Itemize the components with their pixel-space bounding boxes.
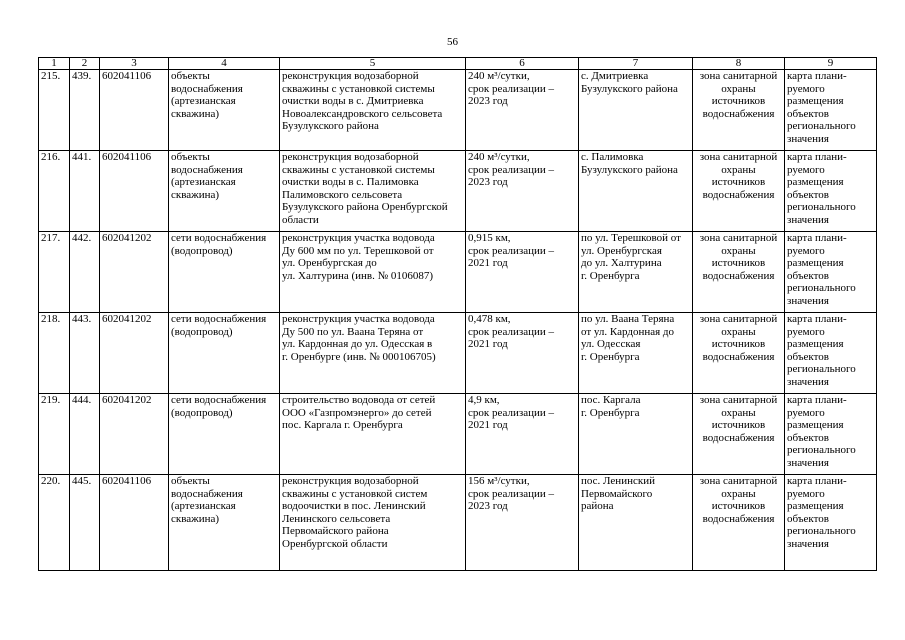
zone-cell [693, 70, 785, 151]
cell-line: размещения [787, 338, 844, 350]
row-index-cell: 215. [39, 70, 70, 151]
cell-line: области [282, 213, 319, 226]
parameters-cell [466, 313, 579, 394]
cell-line: района [581, 500, 614, 512]
cell-line: охраны [721, 325, 756, 338]
cell-line: пос. Ленинский [581, 475, 655, 487]
cell-line: реконструкция водозаборной [282, 70, 419, 82]
object-type-cell [169, 313, 280, 394]
cell-line: пос. Каргала [581, 394, 641, 406]
cell-line: сети водоснабжения [171, 394, 267, 406]
cell-line: реконструкция водозаборной [282, 475, 419, 487]
cell-line: водоочистки в пос. Ленинский [282, 500, 426, 512]
row-index-cell: 220. [39, 475, 70, 571]
cell-line: скважина) [171, 512, 220, 525]
cell-line: значения [787, 132, 829, 145]
object-code-cell: 602041106 [100, 151, 169, 232]
cell-line: ул. Халтурина (инв. № 0106087) [282, 269, 434, 282]
cell-line: срок реализации – [468, 406, 554, 419]
map-reference-cell [785, 70, 877, 151]
location-cell [579, 313, 693, 394]
cell-line: водоснабжения [702, 188, 775, 201]
object-code-cell: 602041106 [100, 475, 169, 571]
object-code-cell: 602041106 [100, 70, 169, 151]
object-code-cell: 602041202 [100, 313, 169, 394]
zone-cell [693, 232, 785, 313]
table-row [39, 313, 877, 394]
cell-line: (артезианская [171, 95, 236, 107]
table-row [39, 475, 877, 571]
cell-line: охраны [721, 487, 756, 500]
cell-line: руемого [787, 163, 825, 176]
cell-line: скважины с установкой системы [282, 163, 435, 176]
cell-line: (водопровод) [171, 406, 233, 419]
column-header: 9 [785, 58, 877, 70]
cell-line: регионального [787, 282, 856, 294]
cell-line: срок реализации – [468, 487, 554, 500]
cell-line: очистки воды в с. Палимовка [282, 176, 419, 188]
cell-line: Первомайского района [282, 525, 389, 537]
object-description-cell [280, 151, 466, 232]
cell-line: размещения [787, 419, 844, 431]
cell-line: значения [787, 213, 829, 226]
cell-line: размещения [787, 95, 844, 107]
cell-line: 2023 год [468, 95, 508, 107]
cell-line: 240 м³/сутки, [468, 151, 530, 163]
location-cell [579, 232, 693, 313]
cell-line: 2021 год [468, 257, 508, 269]
cell-line: зона санитарной [699, 70, 778, 82]
column-header: 4 [169, 58, 280, 70]
row-index-cell: 219. [39, 394, 70, 475]
column-header: 3 [100, 58, 169, 70]
cell-line: скважина) [171, 188, 220, 201]
cell-line: объекты [171, 151, 210, 163]
cell-line: скважина) [171, 107, 220, 120]
cell-line: (артезианская [171, 500, 236, 512]
header-row [39, 58, 877, 70]
location-cell [579, 394, 693, 475]
cell-line: реконструкция участка водовода [282, 313, 435, 325]
cell-line: (водопровод) [171, 325, 233, 338]
cell-line: 4,9 км, [468, 394, 500, 406]
cell-line: 2023 год [468, 500, 508, 512]
cell-line: очистки воды в с. Дмитриевка [282, 95, 424, 107]
parameters-cell [466, 70, 579, 151]
object-type-cell [169, 70, 280, 151]
parameters-cell [466, 475, 579, 571]
cell-line: с. Палимовка [581, 151, 644, 163]
cell-line: г. Оренбурга [581, 350, 640, 363]
cell-line: Бузулукского района [581, 82, 678, 95]
map-reference-cell [785, 394, 877, 475]
cell-line: источников [711, 257, 766, 269]
cell-line: регионального [787, 444, 856, 456]
cell-line: объекты [171, 475, 210, 487]
cell-line: регионального [787, 201, 856, 213]
location-cell [579, 475, 693, 571]
cell-line: срок реализации – [468, 325, 554, 338]
object-type-cell [169, 151, 280, 232]
object-type-cell [169, 232, 280, 313]
zone-cell [693, 475, 785, 571]
column-header: 2 [70, 58, 100, 70]
cell-line: зона санитарной [699, 313, 778, 325]
table-row [39, 394, 877, 475]
cell-line: срок реализации – [468, 82, 554, 95]
cell-line: реконструкция участка водовода [282, 232, 435, 244]
cell-line: объектов [787, 431, 829, 444]
cell-line: регионального [787, 363, 856, 375]
table-row [39, 232, 877, 313]
cell-line: 2021 год [468, 338, 508, 350]
cell-line: водоснабжения [171, 487, 243, 500]
cell-line: карта плани- [787, 232, 847, 244]
cell-line: г. Оренбурга [581, 406, 640, 419]
cell-line: водоснабжения [702, 107, 775, 120]
item-number-cell: 444. [70, 394, 100, 475]
cell-line: от ул. Кардонная до [581, 325, 675, 338]
cell-line: (водопровод) [171, 244, 233, 257]
column-header: 8 [693, 58, 785, 70]
cell-line: размещения [787, 257, 844, 269]
cell-line: источников [711, 95, 766, 107]
zone-cell [693, 394, 785, 475]
cell-line: пос. Каргала г. Оренбурга [282, 419, 403, 431]
cell-line: 2023 год [468, 176, 508, 188]
cell-line: Новоалександровского сельсовета [282, 107, 443, 120]
cell-line: руемого [787, 325, 825, 338]
cell-line: объектов [787, 188, 829, 201]
object-description-cell [280, 394, 466, 475]
object-code-cell: 602041202 [100, 394, 169, 475]
cell-line: объекты [171, 70, 210, 82]
cell-line: 2021 год [468, 419, 508, 431]
cell-line: 0,915 км, [468, 232, 511, 244]
row-index-cell: 216. [39, 151, 70, 232]
object-description-cell [280, 475, 466, 571]
cell-line: источников [711, 500, 766, 512]
item-number-cell: 445. [70, 475, 100, 571]
table-row [39, 70, 877, 151]
object-type-cell [169, 475, 280, 571]
cell-line: Ленинского сельсовета [282, 512, 391, 525]
cell-line: водоснабжения [702, 512, 775, 525]
column-header: 6 [466, 58, 579, 70]
cell-line: карта плани- [787, 151, 847, 163]
cell-line: Первомайского [581, 487, 653, 500]
cell-line: охраны [721, 163, 756, 176]
cell-line: руемого [787, 487, 825, 500]
cell-line: водоснабжения [171, 163, 243, 176]
cell-line: сети водоснабжения [171, 232, 267, 244]
location-cell [579, 70, 693, 151]
cell-line: карта плани- [787, 313, 847, 325]
cell-line: размещения [787, 176, 844, 188]
cell-line: руемого [787, 82, 825, 95]
zone-cell [693, 151, 785, 232]
cell-line: с. Дмитриевка [581, 70, 649, 82]
page-number: 56 [447, 36, 458, 48]
map-reference-cell [785, 475, 877, 571]
cell-line: источников [711, 176, 766, 188]
cell-line: г. Оренбурга [581, 269, 640, 282]
item-number-cell: 442. [70, 232, 100, 313]
zone-cell [693, 313, 785, 394]
cell-line: Бузулукского района [282, 120, 379, 132]
cell-line: ул. Оренбургская [581, 244, 662, 257]
cell-line: 240 м³/сутки, [468, 70, 530, 82]
item-number-cell: 443. [70, 313, 100, 394]
table-body [39, 70, 877, 571]
cell-line: значения [787, 375, 829, 388]
parameters-cell [466, 151, 579, 232]
cell-line: водоснабжения [702, 431, 775, 444]
column-header: 1 [39, 58, 70, 70]
cell-line: ул. Оренбургская до [282, 257, 377, 269]
cell-line: регионального [787, 525, 856, 537]
object-type-cell [169, 394, 280, 475]
cell-line: срок реализации – [468, 244, 554, 257]
cell-line: объектов [787, 350, 829, 363]
cell-line: г. Оренбурге (инв. № 000106705) [282, 350, 436, 363]
location-cell [579, 151, 693, 232]
row-index-cell: 217. [39, 232, 70, 313]
cell-line: реконструкция водозаборной [282, 151, 419, 163]
map-reference-cell [785, 232, 877, 313]
cell-line: карта плани- [787, 394, 847, 406]
item-number-cell: 441. [70, 151, 100, 232]
cell-line: срок реализации – [468, 163, 554, 176]
cell-line: источников [711, 338, 766, 350]
cell-line: до ул. Халтурина [581, 257, 662, 269]
cell-line: регионального [787, 120, 856, 132]
cell-line: зона санитарной [699, 232, 778, 244]
cell-line: объектов [787, 269, 829, 282]
cell-line: по ул. Терешковой от [581, 232, 681, 244]
cell-line: Ду 600 мм по ул. Терешковой от [282, 244, 434, 257]
cell-line: водоснабжения [171, 82, 243, 95]
object-description-cell [280, 70, 466, 151]
cell-line: водоснабжения [702, 350, 775, 363]
cell-line: руемого [787, 406, 825, 419]
cell-line: ООО «Газпромэнерго» до сетей [282, 406, 432, 419]
row-index-cell: 218. [39, 313, 70, 394]
object-description-cell [280, 313, 466, 394]
item-number-cell: 439. [70, 70, 100, 151]
cell-line: Палимовского сельсовета [282, 188, 403, 201]
cell-line: сети водоснабжения [171, 313, 267, 325]
cell-line: Ду 500 по ул. Ваана Теряна от [282, 325, 424, 338]
object-description-cell [280, 232, 466, 313]
cell-line: скважины с установкой системы [282, 82, 435, 95]
cell-line: (артезианская [171, 176, 236, 188]
cell-line: зона санитарной [699, 475, 778, 487]
cell-line: строительство водовода от сетей [282, 394, 436, 406]
cell-line: охраны [721, 244, 756, 257]
cell-line: значения [787, 537, 829, 550]
cell-line: охраны [721, 82, 756, 95]
cell-line: объектов [787, 107, 829, 120]
cell-line: охраны [721, 406, 756, 419]
cell-line: Оренбургской области [282, 537, 388, 550]
cell-line: 0,478 км, [468, 313, 511, 325]
cell-line: карта плани- [787, 475, 847, 487]
cell-line: источников [711, 419, 766, 431]
parameters-cell [466, 232, 579, 313]
cell-line: скважины с установкой систем [282, 487, 428, 500]
cell-line: размещения [787, 500, 844, 512]
column-header: 7 [579, 58, 693, 70]
map-reference-cell [785, 151, 877, 232]
planning-table [38, 57, 877, 571]
object-code-cell: 602041202 [100, 232, 169, 313]
cell-line: Бузулукского района [581, 163, 678, 176]
column-header: 5 [280, 58, 466, 70]
table-row [39, 151, 877, 232]
cell-line: Бузулукского района Оренбургской [282, 201, 448, 213]
cell-line: карта плани- [787, 70, 847, 82]
cell-line: ул. Одесская [581, 338, 641, 350]
cell-line: зона санитарной [699, 394, 778, 406]
cell-line: водоснабжения [702, 269, 775, 282]
cell-line: руемого [787, 244, 825, 257]
cell-line: объектов [787, 512, 829, 525]
cell-line: значения [787, 456, 829, 469]
cell-line: 156 м³/сутки, [468, 475, 530, 487]
parameters-cell [466, 394, 579, 475]
cell-line: ул. Кардонная до ул. Одесская в [282, 338, 433, 350]
cell-line: по ул. Ваана Теряна [581, 313, 675, 325]
map-reference-cell [785, 313, 877, 394]
cell-line: значения [787, 294, 829, 307]
cell-line: зона санитарной [699, 151, 778, 163]
